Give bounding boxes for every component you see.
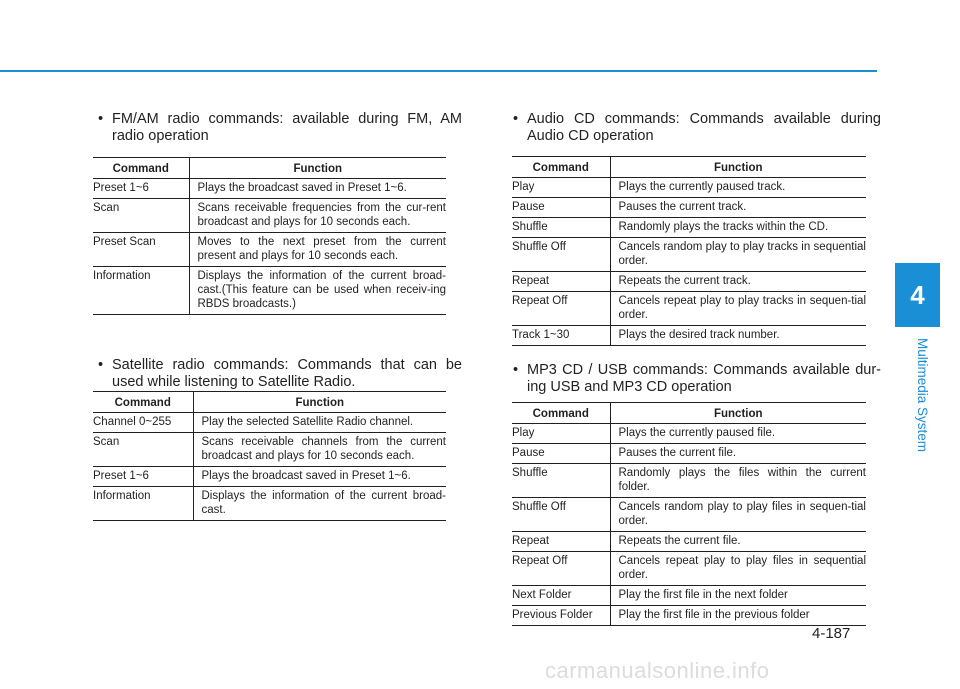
column-header-command: Command (512, 403, 610, 424)
command-cell: Repeat Off (512, 292, 610, 326)
function-cell: Scans receivable frequencies from the cur-rent broadcast and plays for 10 seconds each. (189, 199, 446, 233)
mp3-usb-bullet (501, 362, 881, 396)
function-cell: Play the first file in the next folder (610, 586, 866, 606)
satellite-table (93, 391, 446, 521)
function-cell: Plays the broadcast saved in Preset 1~6. (189, 179, 446, 199)
function-cell: Randomly plays the files within the current folder. (610, 464, 866, 498)
watermark-text: carmanualsonline.info (545, 658, 770, 683)
function-cell: Play the first file in the previous folder (610, 606, 866, 626)
column-header-function: Function (610, 157, 866, 178)
table-row (512, 424, 866, 444)
function-cell: Repeats the current track. (610, 272, 866, 292)
column-header-function: Function (189, 158, 446, 179)
column-header-function: Function (193, 392, 446, 413)
command-cell: Play (512, 178, 610, 198)
table-row (512, 532, 866, 552)
command-cell: Shuffle (512, 464, 610, 498)
satellite-bullet-text: Satellite radio commands: Commands that can be used while listening to Satellite Radio. (112, 357, 462, 390)
table-row (512, 238, 866, 272)
table-row (512, 272, 866, 292)
command-cell: Repeat (512, 272, 610, 292)
function-cell: Scans receivable channels from the current broadcast and plays for 10 seconds each. (193, 433, 446, 467)
table-row (93, 413, 446, 433)
bullet-dot: • (513, 111, 519, 127)
table-row (512, 292, 866, 326)
table-row (512, 586, 866, 606)
function-cell: Plays the broadcast saved in Preset 1~6. (193, 467, 446, 487)
chapter-title: Multimedia System (915, 338, 930, 453)
command-cell: Repeat (512, 532, 610, 552)
mp3-usb-bullet-text: MP3 CD / USB commands: Commands available dur-ing USB and MP3 CD operation (527, 362, 881, 395)
chapter-tab: 4 (895, 263, 940, 327)
table-row (512, 444, 866, 464)
column-header-command: Command (93, 392, 193, 413)
function-cell: Cancels random play to play files in sequen-tial order. (610, 498, 866, 532)
function-cell: Cancels random play to play tracks in sequential order. (610, 238, 866, 272)
right-column (501, 111, 881, 145)
command-cell: Next Folder (512, 586, 610, 606)
mp3-usb-table-wrap (512, 402, 866, 626)
function-cell: Plays the currently paused file. (610, 424, 866, 444)
command-cell: Play (512, 424, 610, 444)
table-row (93, 433, 446, 467)
column-header-command: Command (512, 157, 610, 178)
table-row (93, 467, 446, 487)
audio-cd-table (512, 156, 866, 346)
command-cell: Preset 1~6 (93, 179, 189, 199)
table-row (512, 218, 866, 238)
bullet-dot: • (98, 357, 104, 373)
command-cell: Track 1~30 (512, 326, 610, 346)
left-column-2 (86, 357, 462, 391)
table-row (93, 267, 446, 315)
header-rule (0, 70, 877, 72)
function-cell: Play the selected Satellite Radio channel. (193, 413, 446, 433)
page-number: 4-187 (812, 625, 851, 642)
command-cell: Pause (512, 198, 610, 218)
fm-am-bullet-text: FM/AM radio commands: available during FM, AM radio operation (112, 111, 462, 144)
fm-am-bullet (86, 111, 462, 145)
function-cell: Pauses the current track. (610, 198, 866, 218)
table-row (93, 233, 446, 267)
audio-cd-bullet-text: Audio CD commands: Commands available during Audio CD operation (527, 111, 881, 144)
table-row (512, 498, 866, 532)
function-cell: Displays the information of the current broad-cast. (193, 487, 446, 521)
function-cell: Displays the information of the current broad-cast.(This feature can be used when receiv-ing RBDS broadcasts.) (189, 267, 446, 315)
command-cell: Shuffle (512, 218, 610, 238)
audio-cd-table-wrap (512, 156, 866, 346)
command-cell: Shuffle Off (512, 238, 610, 272)
fm-am-table-wrap (93, 157, 446, 315)
mp3-usb-table (512, 402, 866, 626)
satellite-bullet (86, 357, 462, 391)
command-cell: Preset 1~6 (93, 467, 193, 487)
command-cell: Pause (512, 444, 610, 464)
function-cell: Cancels repeat play to play tracks in sequen-tial order. (610, 292, 866, 326)
audio-cd-bullet (501, 111, 881, 145)
table-row (93, 199, 446, 233)
bullet-dot: • (98, 111, 104, 127)
column-header-function: Function (610, 403, 866, 424)
function-cell: Plays the currently paused track. (610, 178, 866, 198)
table-row (512, 552, 866, 586)
table-row (93, 487, 446, 521)
table-row (512, 606, 866, 626)
table-row (512, 198, 866, 218)
table-row (512, 326, 866, 346)
left-column (86, 111, 462, 145)
command-cell: Information (93, 267, 189, 315)
column-header-command: Command (93, 158, 189, 179)
command-cell: Previous Folder (512, 606, 610, 626)
command-cell: Channel 0~255 (93, 413, 193, 433)
fm-am-table (93, 157, 446, 315)
function-cell: Randomly plays the tracks within the CD. (610, 218, 866, 238)
command-cell: Scan (93, 199, 189, 233)
command-cell: Shuffle Off (512, 498, 610, 532)
command-cell: Preset Scan (93, 233, 189, 267)
right-column-2 (501, 362, 881, 396)
command-cell: Repeat Off (512, 552, 610, 586)
command-cell: Information (93, 487, 193, 521)
function-cell: Cancels repeat play to play files in sequential order. (610, 552, 866, 586)
function-cell: Pauses the current file. (610, 444, 866, 464)
table-row (512, 464, 866, 498)
function-cell: Plays the desired track number. (610, 326, 866, 346)
satellite-table-wrap (93, 391, 446, 521)
table-row (512, 178, 866, 198)
function-cell: Repeats the current file. (610, 532, 866, 552)
function-cell: Moves to the next preset from the current present and plays for 10 seconds each. (189, 233, 446, 267)
command-cell: Scan (93, 433, 193, 467)
bullet-dot: • (513, 362, 519, 378)
table-row (93, 179, 446, 199)
